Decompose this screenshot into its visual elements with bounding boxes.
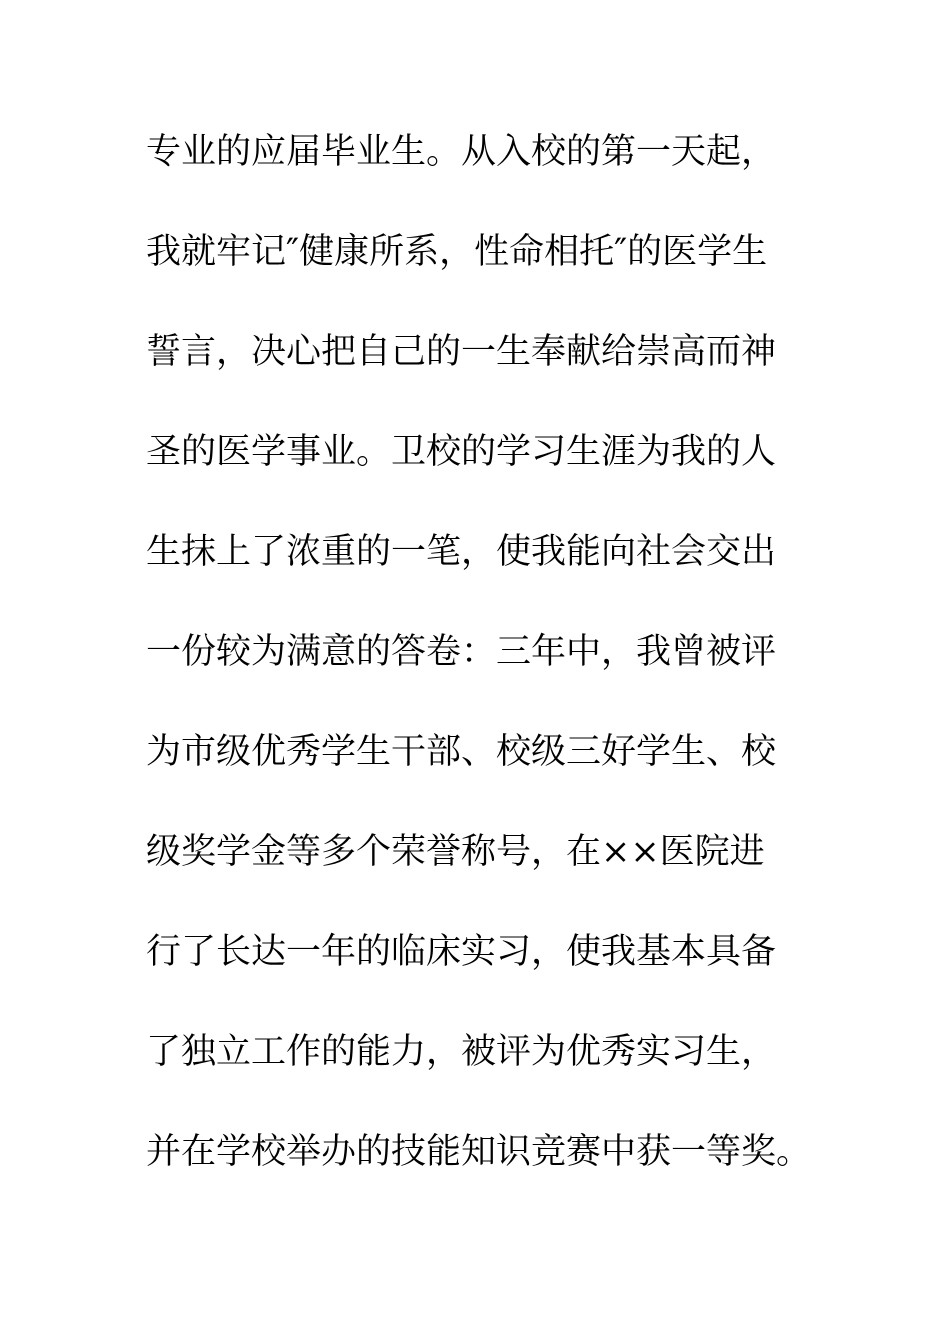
paragraph-line-10: 了独立工作的能力，被评为优秀实习生，	[146, 1032, 777, 1072]
paragraph-line-3: 誓言，决心把自己的一生奉献给崇高而神	[146, 332, 777, 372]
paragraph-line-8: 级奖学金等多个荣誉称号，在××医院进	[146, 832, 765, 872]
paragraph-line-6: 一份较为满意的答卷：三年中，我曾被评	[146, 632, 777, 672]
paragraph-line-11: 并在学校举办的技能知识竞赛中获一等奖。	[146, 1132, 812, 1172]
paragraph-line-4: 圣的医学事业。卫校的学习生涯为我的人	[146, 432, 777, 472]
paragraph-line-9: 行了长达一年的临床实习，使我基本具备	[146, 932, 777, 972]
paragraph-line-7: 为市级优秀学生干部、校级三好学生、校	[146, 732, 777, 772]
paragraph-line-2: 我就牢记″健康所系，性命相托″的医学生	[146, 232, 768, 272]
paragraph-line-5: 生抹上了浓重的一笔，使我能向社会交出	[146, 532, 777, 572]
paragraph-line-1: 专业的应届毕业生。从入校的第一天起，	[146, 132, 777, 172]
